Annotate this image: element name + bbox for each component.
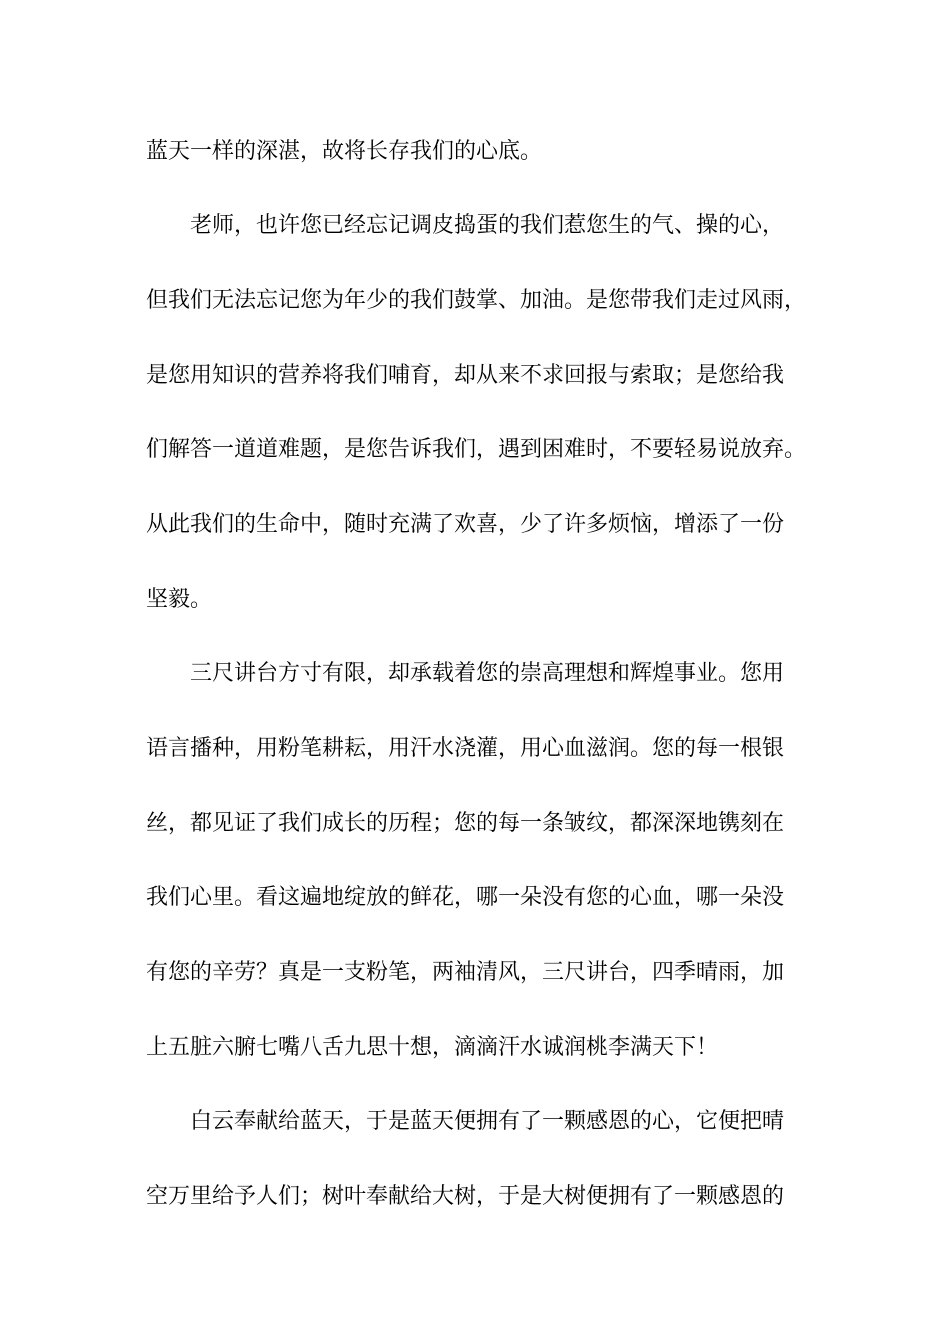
- text-line-11: 我们心里。看这遍地绽放的鲜花，哪一朵没有您的心血，哪一朵没: [146, 885, 785, 910]
- text-line-13: 上五脏六腑七嘴八舌九思十想，滴滴汗水诚润桃李满天下！: [146, 1035, 719, 1060]
- text-line-3: 但我们无法忘记您为年少的我们鼓掌、加油。是您带我们走过风雨，: [146, 288, 807, 313]
- text-line-12: 有您的辛劳？真是一支粉笔，两袖清风，三尺讲台，四季晴雨，加: [146, 960, 785, 985]
- text-line-10: 丝，都见证了我们成长的历程；您的每一条皱纹，都深深地镌刻在: [146, 811, 785, 836]
- text-line-1: 蓝天一样的深湛，故将长存我们的心底。: [146, 139, 543, 164]
- text-line-6: 从此我们的生命中，随时充满了欢喜，少了许多烦恼，增添了一份: [146, 512, 785, 537]
- text-line-15: 空万里给予人们；树叶奉献给大树，于是大树便拥有了一颗感恩的: [146, 1184, 785, 1209]
- text-line-9: 语言播种，用粉笔耕耘，用汗水浇灌，用心血滋润。您的每一根银: [146, 736, 785, 761]
- text-line-14: 白云奉献给蓝天，于是蓝天便拥有了一颗感恩的心，它便把晴: [146, 1109, 785, 1134]
- text-line-5: 们解答一道道难题，是您告诉我们，遇到困难时，不要轻易说放弃。: [146, 437, 807, 462]
- text-line-4: 是您用知识的营养将我们哺育，却从来不求回报与索取；是您给我: [146, 363, 785, 388]
- text-line-8: 三尺讲台方寸有限，却承载着您的崇高理想和辉煌事业。您用: [146, 661, 785, 686]
- text-line-2: 老师，也许您已经忘记调皮捣蛋的我们惹您生的气、操的心，: [146, 213, 785, 238]
- text-line-7: 坚毅。: [146, 587, 213, 612]
